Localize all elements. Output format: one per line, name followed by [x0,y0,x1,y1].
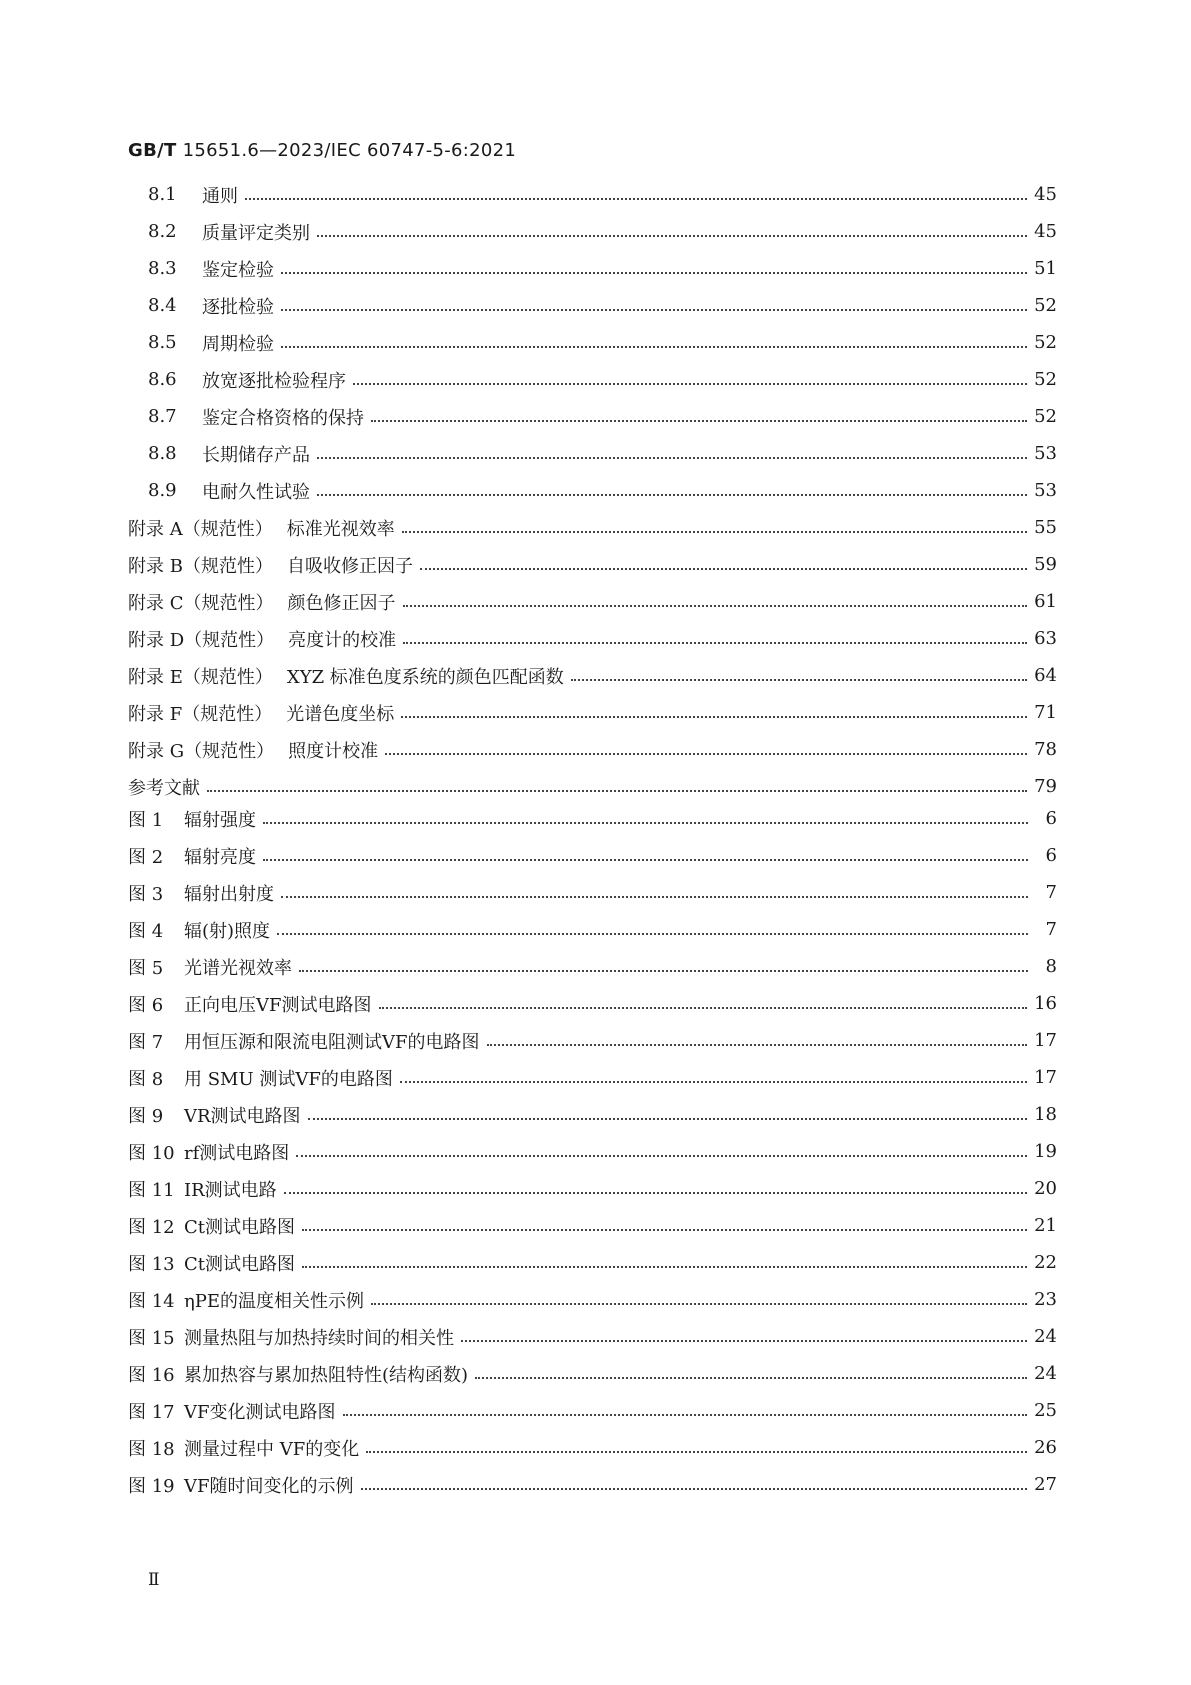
toc-entry-page: 20 [1031,1178,1057,1199]
dot-leader [281,878,1028,898]
toc-entry[interactable] [128,1170,1057,1207]
toc-entry[interactable] [128,546,1057,583]
toc-entry-number: 8.8 [148,443,177,464]
toc-entry-label [128,806,259,832]
toc-entry-label [128,1435,362,1461]
toc-entry-number: 8.1 [148,184,177,205]
page-number: Ⅱ [148,1570,160,1590]
toc-entry-label [128,954,295,980]
toc-entry-page: 17 [1031,1030,1057,1051]
toc-entry-title: Ct测试电路图 [184,1216,296,1238]
dot-leader [420,550,1027,570]
toc-entry-title: ηPE的温度相关性示例 [184,1290,365,1312]
toc-entry-label [128,478,313,504]
toc-entry-label [128,367,349,393]
toc-entry[interactable] [128,1392,1057,1429]
toc-entry-number: 图 5 [128,957,164,979]
toc-entry-label [128,293,277,319]
toc-entry[interactable] [128,1355,1057,1392]
toc-entry-number: 附录 G（规范性） [128,740,275,762]
toc-entry-page: 25 [1031,1400,1057,1421]
toc-entry-label [128,552,416,578]
toc-entry-number: 图 14 [128,1290,175,1312]
toc-entry-label [128,330,277,356]
dot-leader [308,1100,1028,1120]
toc-entry-number: 图 6 [128,994,164,1016]
toc-entry-page: 7 [1032,919,1057,940]
toc-entry[interactable] [128,583,1057,620]
toc-entry-label [128,1139,292,1165]
toc-entry[interactable] [128,1133,1057,1170]
toc-entry-title: VF变化测试电路图 [184,1401,336,1423]
toc-entry[interactable] [128,1429,1057,1466]
toc-entry[interactable] [128,435,1057,472]
toc-entry-label [128,1398,339,1424]
toc-entry-number: 图 18 [128,1438,175,1460]
toc-entry[interactable] [128,287,1057,324]
toc-entry-page: 17 [1031,1067,1057,1088]
toc-entry-label [128,1361,471,1387]
toc-entry-page: 8 [1032,956,1057,977]
toc-entry-page: 23 [1031,1289,1057,1310]
toc-entry-page: 22 [1031,1252,1057,1273]
toc-entry[interactable] [128,361,1057,398]
toc-entry-title: VR测试电路图 [184,1105,301,1127]
toc-entry-number: 图 8 [128,1068,164,1090]
toc-entry-page: 59 [1031,554,1057,575]
toc-entry-title: 用 SMU 测试VF的电路图 [184,1068,393,1090]
toc-entry-page: 7 [1032,882,1057,903]
toc-entry[interactable] [128,1207,1057,1244]
toc-entry-label [128,880,277,906]
toc-entry-page: 51 [1031,258,1057,279]
toc-entry-label [128,663,567,689]
toc-entry-number: 8.9 [148,480,177,501]
dot-leader [317,476,1027,496]
toc-entry-label [128,404,367,430]
toc-entry-label [128,700,397,726]
toc-entry-number: 图 10 [128,1142,175,1164]
dot-leader [371,1285,1027,1305]
toc-entry[interactable] [128,472,1057,509]
toc-entry-page: 53 [1031,443,1057,464]
dot-leader [281,291,1027,311]
dot-leader [379,989,1028,1009]
dot-leader [401,698,1027,718]
toc-entry-title: 鉴定检验 [202,259,274,281]
dot-leader [302,1211,1027,1231]
toc-entry[interactable] [128,911,1057,948]
toc-entry-number: 图 9 [128,1105,164,1127]
toc-entry-title: 用恒压源和限流电阻测试VF的电路图 [184,1031,480,1053]
dot-leader [385,735,1027,755]
toc-entry[interactable] [128,398,1057,435]
toc-entry-number: 8.4 [148,295,177,316]
dot-leader [263,804,1028,824]
toc-entry-number: 图 3 [128,883,164,905]
toc-entry-number: 附录 A（规范性） [128,518,273,540]
dot-leader [302,1248,1027,1268]
toc-entry-label [128,1176,280,1202]
toc-entry[interactable] [128,213,1057,250]
toc-entry-number: 8.3 [148,258,177,279]
toc-entry-title: 辐射强度 [184,809,256,831]
toc-entry-label [128,1213,298,1239]
toc-entry-number: 附录 C（规范性） [128,592,274,614]
toc-entry-title: 光谱色度坐标 [286,703,395,725]
toc-entry-number: 图 15 [128,1327,175,1349]
toc-entry[interactable] [128,324,1057,361]
toc-entry-title: 光谱光视效率 [184,957,292,979]
toc-entry-label [128,441,313,467]
toc-entry-page: 6 [1032,808,1057,829]
dot-leader [353,365,1027,385]
dot-leader [299,952,1028,972]
toc-entry[interactable] [128,250,1057,287]
toc-entry-title: 逐批检验 [202,296,274,318]
toc-figures-list [128,800,1057,1503]
toc-entry-title: 自吸收修正因子 [286,555,413,577]
toc-entry-number: 附录 B（规范性） [128,555,273,577]
toc-entry-title: XYZ 标准色度系统的颜色匹配函数 [286,666,564,688]
dot-leader [371,402,1027,422]
toc-entry-label [128,219,313,245]
toc-entry-page: 52 [1031,332,1057,353]
dot-leader [296,1137,1027,1157]
toc-entry-title: 亮度计的校准 [288,629,397,651]
toc-entry-number: 图 13 [128,1253,175,1275]
toc-entry-page: 79 [1031,776,1057,797]
dot-leader [281,328,1027,348]
dot-leader [245,180,1027,200]
toc-entry[interactable] [128,874,1057,911]
dot-leader [403,587,1028,607]
toc-entry-title: 通则 [202,185,238,207]
toc-entry-page: 78 [1031,739,1057,760]
toc-entry[interactable] [128,694,1057,731]
toc-entry[interactable] [128,948,1057,985]
toc-entry-page: 63 [1031,628,1057,649]
toc-entry-number: 图 12 [128,1216,175,1238]
dot-leader [487,1026,1028,1046]
toc-entry-title: 质量评定类别 [202,222,310,244]
toc-entry-title: IR测试电路 [184,1179,277,1201]
toc-entry-number: 图 4 [128,920,164,942]
dot-leader [402,513,1027,533]
toc-entry-page: 52 [1031,406,1057,427]
toc-entry-title: 周期检验 [202,333,274,355]
toc-entry-number: 图 17 [128,1401,175,1423]
dot-leader [571,661,1027,681]
toc-entry-title: 参考文献 [128,777,200,799]
toc-entry-label [128,1250,298,1276]
dot-leader [366,1433,1027,1453]
dot-leader [400,1063,1027,1083]
toc-entry-label [128,843,259,869]
dot-leader [317,439,1027,459]
toc-entry[interactable] [128,176,1057,213]
toc-entry-label [128,1102,304,1128]
toc-entry[interactable] [128,657,1057,694]
toc-entry-page: 24 [1031,1363,1057,1384]
toc-entry-title: VF随时间变化的示例 [184,1475,354,1497]
toc-entry-title: 测量热阻与加热持续时间的相关性 [184,1327,454,1349]
toc-entry-number: 附录 E（规范性） [128,666,273,688]
toc-entry-page: 21 [1031,1215,1057,1236]
toc-entry-page: 52 [1031,295,1057,316]
document-header [128,140,516,161]
dot-leader [284,1174,1027,1194]
toc-annexes-list [128,509,1057,805]
toc-entry-title: 测量过程中 VF的变化 [184,1438,360,1460]
toc-entry-number: 附录 D（规范性） [128,629,275,651]
toc-entry-label [128,917,273,943]
toc-entry-label [128,182,241,208]
toc-entry-number: 图 7 [128,1031,164,1053]
toc-sections-list [128,176,1057,509]
toc-entry-title: 放宽逐批检验程序 [202,370,346,392]
toc-entry-title: 辐射出射度 [184,883,274,905]
standard-number: 15651.6—2023/IEC 60747-5-6:2021 [182,140,517,161]
dot-leader [317,217,1027,237]
toc-entry-title: 辐射亮度 [184,846,256,868]
toc-entry-title: 颜色修正因子 [287,592,396,614]
toc-entry-label [128,1028,483,1054]
toc-entry-page: 71 [1031,702,1057,723]
toc-entry-number: 8.5 [148,332,177,353]
toc-entry[interactable] [128,1244,1057,1281]
toc-entry-label [128,1287,367,1313]
toc-entry[interactable] [128,800,1057,837]
toc-entry-title: 累加热容与累加热阻特性(结构函数) [184,1364,469,1386]
dot-leader [403,624,1027,644]
toc-entry-number: 图 16 [128,1364,175,1386]
toc-entry-page: 16 [1031,993,1057,1014]
toc-entry-label [128,626,399,652]
toc-entry-page: 45 [1031,221,1057,242]
dot-leader [281,254,1027,274]
toc-entry-page: 55 [1031,517,1057,538]
dot-leader [207,772,1027,792]
toc-entry[interactable] [128,1022,1057,1059]
toc-entry-label [128,991,375,1017]
toc-entry-title: Ct测试电路图 [184,1253,296,1275]
toc-entry-number: 8.2 [148,221,177,242]
toc-entry[interactable] [128,509,1057,546]
toc-entry-title: 电耐久性试验 [202,481,310,503]
dot-leader [475,1359,1027,1379]
toc-entry-page: 52 [1031,369,1057,390]
toc-entry[interactable] [128,1059,1057,1096]
toc-entry-label [128,737,381,763]
standard-code: GB/T [128,140,177,161]
toc-entry-number: 8.7 [148,406,177,427]
toc-entry-number: 图 1 [128,809,164,831]
toc-entry-page: 27 [1031,1474,1057,1495]
toc-entry-page: 26 [1031,1437,1057,1458]
toc-entry[interactable] [128,837,1057,874]
toc-entry-page: 24 [1031,1326,1057,1347]
dot-leader [461,1322,1027,1342]
toc-entry-label [128,256,277,282]
dot-leader [277,915,1028,935]
toc-entry-number: 附录 F（规范性） [128,703,273,725]
toc-entry-title: 标准光视效率 [286,518,395,540]
toc-entry-title: rf测试电路图 [184,1142,290,1164]
toc-entry-page: 6 [1032,845,1057,866]
toc-entry[interactable] [128,1318,1057,1355]
toc-entry-page: 64 [1031,665,1057,686]
toc-entry-number: 图 2 [128,846,164,868]
toc-entry-page: 18 [1031,1104,1057,1125]
toc-entry-title: 辐(射)照度 [184,920,271,942]
toc-entry-label [128,1324,457,1350]
toc-entry-title: 鉴定合格资格的保持 [202,407,364,429]
dot-leader [361,1470,1028,1490]
toc-entry[interactable] [128,1466,1057,1503]
toc-entry[interactable] [128,1281,1057,1318]
toc-entry[interactable] [128,620,1057,657]
toc-entry-title: 长期储存产品 [202,444,310,466]
toc-entry-page: 45 [1031,184,1057,205]
toc-entry-number: 图 11 [128,1179,175,1201]
toc-entry-label [128,515,398,541]
toc-entry-label [128,1472,357,1498]
toc-entry-label [128,774,203,800]
toc-entry-label [128,589,399,615]
toc-entry[interactable] [128,985,1057,1022]
toc-entry-number: 图 19 [128,1475,175,1497]
toc-entry-title: 正向电压VF测试电路图 [184,994,372,1016]
dot-leader [343,1396,1028,1416]
toc-entry-title: 照度计校准 [288,740,379,762]
toc-entry-page: 19 [1031,1141,1057,1162]
toc-entry-number: 8.6 [148,369,177,390]
dot-leader [263,841,1028,861]
toc-entry[interactable] [128,1096,1057,1133]
toc-entry[interactable] [128,731,1057,768]
toc-entry-page: 61 [1031,591,1057,612]
toc-entry-label [128,1065,396,1091]
toc-entry-page: 53 [1031,480,1057,501]
